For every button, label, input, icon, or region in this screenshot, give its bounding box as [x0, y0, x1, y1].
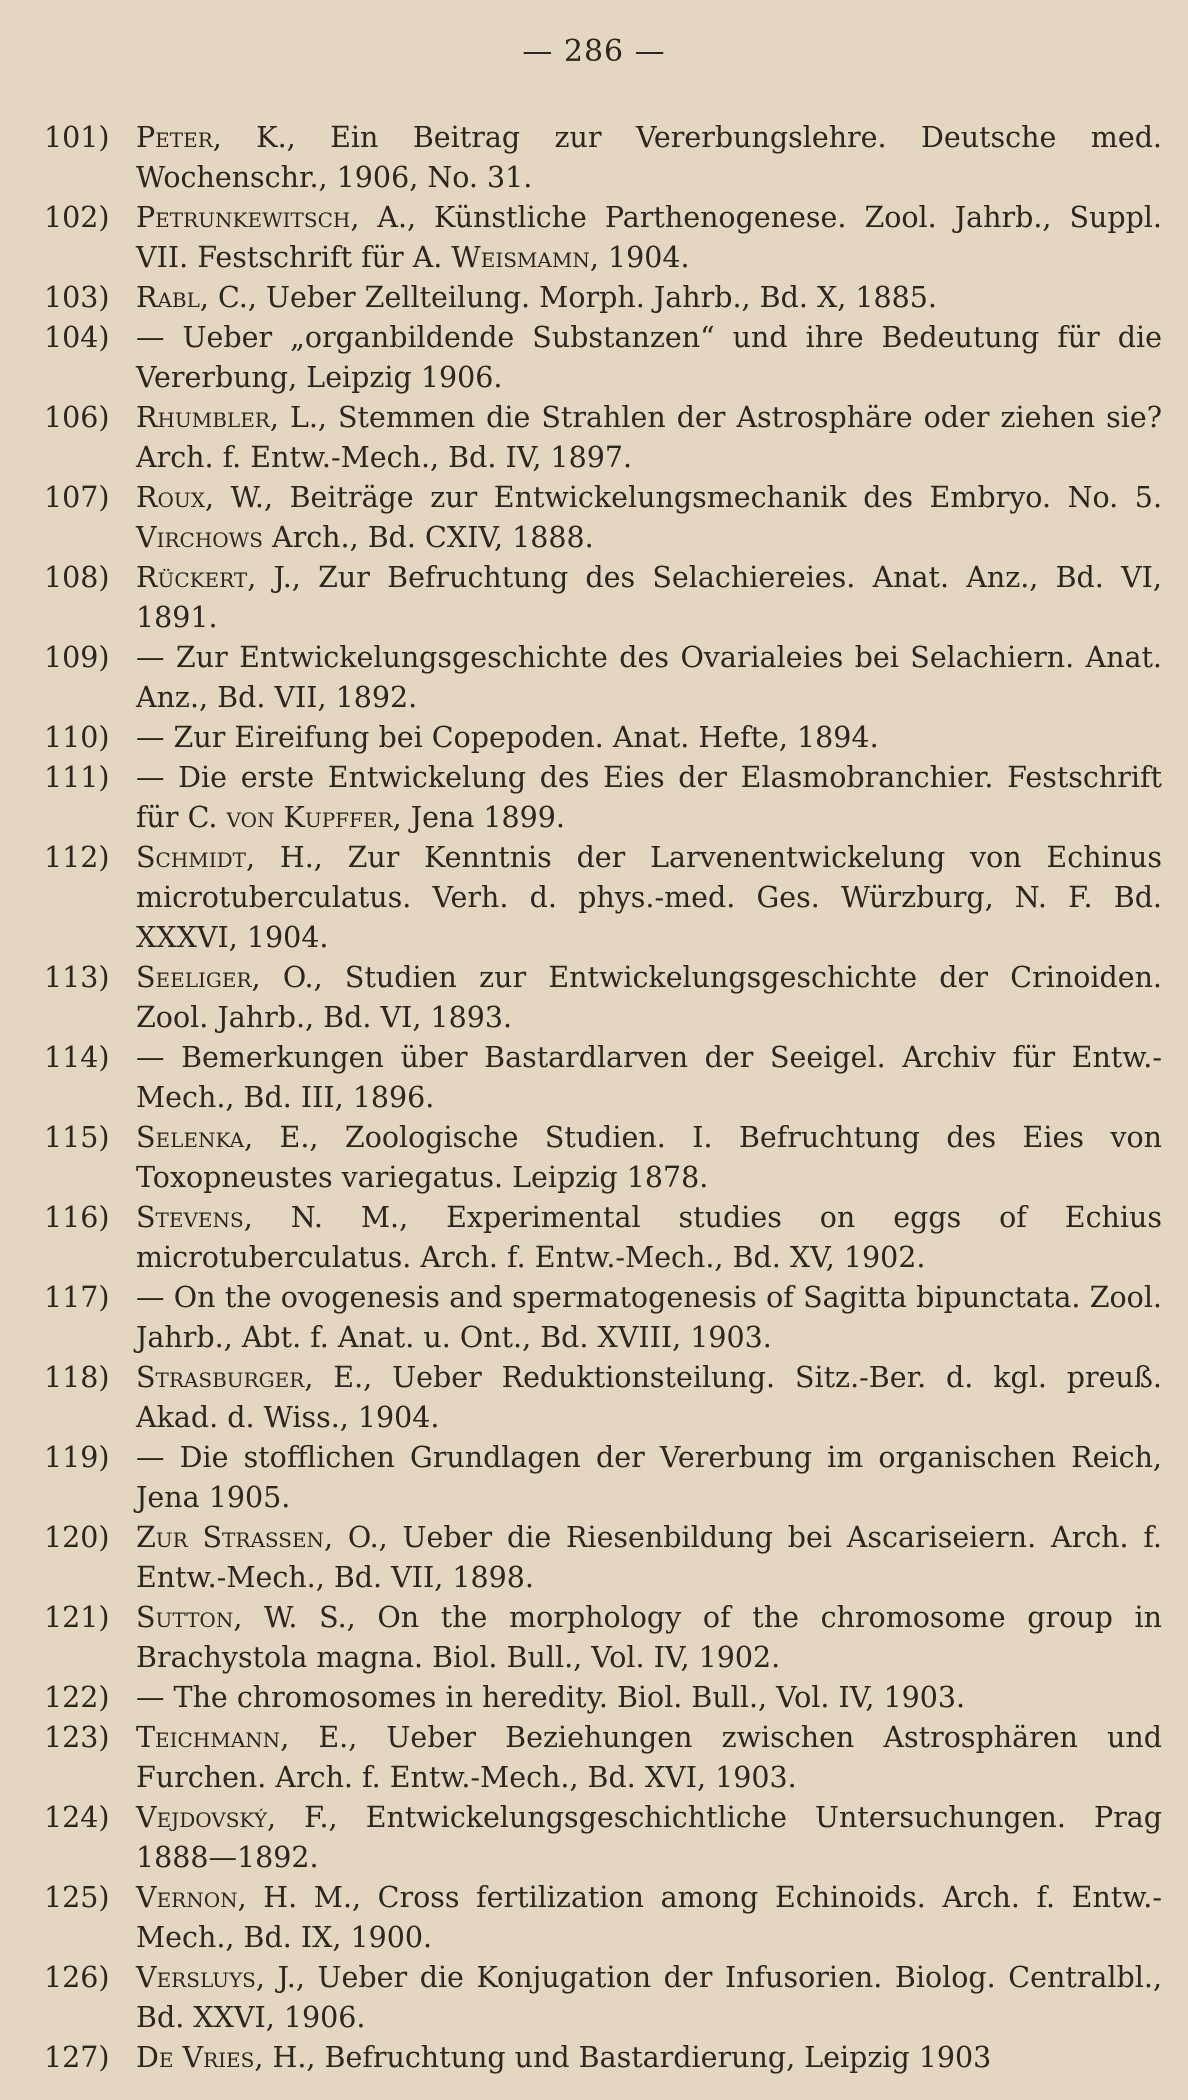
- reference-details: , Jena 1899.: [392, 801, 565, 834]
- reference-details: , H. M., Cross fertilization among Echinoids. Arch. f. Entw.-Mech., Bd. IX, 1900.: [136, 1881, 1162, 1954]
- reference-entry: [44, 958, 1166, 1038]
- reference-details: , J., Ueber die Konjugation der Infusorien. Biolog. Centralbl., Bd. XXVI, 1906.: [136, 1961, 1162, 2034]
- reference-details: — Zur Entwickelungsgeschichte des Ovarialeies bei Selachiern. Anat. Anz., Bd. VII, 1892.: [136, 641, 1162, 714]
- reference-author: Vejdovský: [136, 1801, 268, 1834]
- reference-details: , E., Ueber Beziehungen zwischen Astrosphären und Furchen. Arch. f. Entw.-Mech., Bd. XVI, 1903.: [136, 1721, 1162, 1794]
- reference-author: Versluys: [136, 1961, 256, 1994]
- reference-details: , O., Studien zur Entwickelungsgeschichte der Crinoiden. Zool. Jahrb., Bd. VI, 1893.: [136, 961, 1162, 1034]
- reference-number: 104): [44, 321, 110, 354]
- reference-number: 117): [44, 1281, 110, 1314]
- reference-text: [136, 1718, 1166, 1798]
- reference-number: 101): [44, 121, 110, 154]
- reference-entry: [44, 1038, 1166, 1118]
- reference-author: Teichmann: [136, 1721, 281, 1754]
- reference-author: Roux: [136, 481, 205, 514]
- reference-entry: [44, 838, 1166, 958]
- reference-number: 110): [44, 721, 110, 754]
- reference-details: , E., Zoologische Studien. I. Befruchtung des Eies von Toxopneustes variegatus. Leipzig 1878.: [136, 1121, 1162, 1194]
- reference-number: 102): [44, 201, 110, 234]
- reference-entry: [44, 1358, 1166, 1438]
- reference-number: 121): [44, 1601, 110, 1634]
- reference-entry: [44, 638, 1166, 718]
- reference-text: [136, 1038, 1166, 1118]
- reference-author: Strasburger: [136, 1361, 305, 1394]
- reference-details: — Die erste Entwickelung des Eies der Elasmobranchier. Festschrift für C.: [136, 761, 1162, 834]
- reference-author: von Kupffer: [226, 801, 393, 834]
- reference-number: 124): [44, 1801, 110, 1834]
- reference-text: [136, 1878, 1166, 1958]
- reference-text: [136, 278, 1166, 318]
- reference-number: 107): [44, 481, 110, 514]
- reference-details: — Zur Eireifung bei Copepoden. Anat. Hefte, 1894.: [136, 721, 879, 754]
- reference-details: , W., Beiträge zur Entwickelungsmechanik des Embryo. No. 5.: [204, 481, 1162, 514]
- reference-details: , O., Ueber die Riesenbildung bei Ascariseiern. Arch. f. Entw.-Mech., Bd. VII, 1898.: [136, 1521, 1162, 1594]
- reference-text: [136, 2038, 1166, 2078]
- reference-author: Rückert: [136, 561, 248, 594]
- reference-details: , K., Ein Beitrag zur Vererbungslehre. Deutsche med. Wochenschr., 1906, No. 31.: [136, 121, 1162, 194]
- reference-text: [136, 718, 1166, 758]
- reference-entry: [44, 478, 1166, 558]
- reference-text: [136, 1438, 1166, 1518]
- reference-author: Rhumbler: [136, 401, 270, 434]
- reference-author: Zur Strassen: [136, 1521, 325, 1554]
- reference-author: Peter: [136, 121, 213, 154]
- reference-entry: [44, 1118, 1166, 1198]
- reference-details: , C., Ueber Zellteilung. Morph. Jahrb., Bd. X, 1885.: [199, 281, 937, 314]
- reference-number: 127): [44, 2041, 110, 2074]
- reference-text: [136, 1598, 1166, 1678]
- reference-text: [136, 1798, 1166, 1878]
- reference-number: 114): [44, 1041, 110, 1074]
- reference-entry: [44, 1198, 1166, 1278]
- reference-text: [136, 758, 1166, 838]
- reference-author: Stevens: [136, 1201, 244, 1234]
- reference-details: — On the ovogenesis and spermatogenesis of Sagitta bipunctata. Zool. Jahrb., Abt. f. Anat. u. Ont., Bd. XVIII, 1903.: [136, 1281, 1162, 1354]
- reference-number: 112): [44, 841, 110, 874]
- reference-text: [136, 318, 1166, 398]
- reference-number: 116): [44, 1201, 110, 1234]
- reference-number: 125): [44, 1881, 110, 1914]
- reference-details: — Die stofflichen Grundlagen der Vererbung im organischen Reich, Jena 1905.: [136, 1441, 1162, 1514]
- reference-number: 109): [44, 641, 110, 674]
- reference-details: , J., Zur Befruchtung des Selachiereies. Anat. Anz., Bd. VI, 1891.: [136, 561, 1162, 634]
- reference-number: 118): [44, 1361, 110, 1394]
- reference-details: , H., Zur Kenntnis der Larvenentwickelung von Echinus microtuberculatus. Verh. d. phys.-med. Ges. Würzburg, N. F. Bd. XXXVI, 1904.: [136, 841, 1162, 954]
- reference-number: 113): [44, 961, 110, 994]
- reference-entry: [44, 1798, 1166, 1878]
- reference-details: , A., Künstliche Parthenogenese. Zool. Jahrb., Suppl. VII. Festschrift für A.: [136, 201, 1162, 274]
- reference-entry: [44, 1438, 1166, 1518]
- reference-number: 111): [44, 761, 110, 794]
- reference-text: [136, 1358, 1166, 1438]
- reference-number: 119): [44, 1441, 110, 1474]
- reference-details: , F., Entwickelungsgeschichtliche Untersuchungen. Prag 1888—1892.: [136, 1801, 1162, 1874]
- reference-entry: [44, 1718, 1166, 1798]
- reference-text: [136, 558, 1166, 638]
- reference-details: , H., Befruchtung und Bastardierung, Leipzig 1903: [254, 2041, 992, 2074]
- reference-entry: [44, 318, 1166, 398]
- reference-text: [136, 478, 1166, 558]
- reference-number: 103): [44, 281, 110, 314]
- reference-details: — Bemerkungen über Bastardlarven der Seeigel. Archiv für Entw.-Mech., Bd. III, 1896.: [136, 1041, 1162, 1114]
- reference-entry: [44, 1878, 1166, 1958]
- reference-details: , N. M., Experimental studies on eggs of Echius microtuberculatus. Arch. f. Entw.-Mech., Bd. XV, 1902.: [136, 1201, 1162, 1274]
- reference-number: 115): [44, 1121, 110, 1154]
- reference-number: 126): [44, 1961, 110, 1994]
- reference-author: Weismamn: [451, 241, 590, 274]
- reference-text: [136, 638, 1166, 718]
- reference-author: Sutton: [136, 1601, 234, 1634]
- reference-text: [136, 118, 1166, 198]
- reference-text: [136, 398, 1166, 478]
- page-number: — 286 —: [522, 34, 666, 69]
- reference-text: [136, 1958, 1166, 2038]
- reference-text: [136, 1678, 1166, 1718]
- reference-text: [136, 1198, 1166, 1278]
- reference-text: [136, 958, 1166, 1038]
- reference-author: Schmidt: [136, 841, 247, 874]
- reference-details: , E., Ueber Reduktionsteilung. Sitz.-Ber. d. kgl. preuß. Akad. d. Wiss., 1904.: [136, 1361, 1162, 1434]
- reference-details: , W. S., On the morphology of the chromosome group in Brachystola magna. Biol. Bull., Vol. IV, 1902.: [136, 1601, 1162, 1674]
- reference-number: 122): [44, 1681, 110, 1714]
- reference-entry: [44, 1678, 1166, 1718]
- reference-text: [136, 1278, 1166, 1358]
- reference-list: [44, 118, 1166, 2078]
- reference-author: De Vries: [136, 2041, 255, 2074]
- reference-author: Seeliger: [136, 961, 252, 994]
- reference-details: — Ueber „organbildende Substanzen“ und ihre Bedeutung für die Vererbung, Leipzig 1906.: [136, 321, 1162, 394]
- reference-number: 120): [44, 1521, 110, 1554]
- reference-entry: [44, 558, 1166, 638]
- reference-entry: [44, 718, 1166, 758]
- reference-entry: [44, 398, 1166, 478]
- reference-details: — The chromosomes in heredity. Biol. Bull., Vol. IV, 1903.: [136, 1681, 966, 1714]
- reference-details: , L., Stemmen die Strahlen der Astrosphäre oder ziehen sie? Arch. f. Entw.-Mech., Bd. IV, 1897.: [136, 401, 1162, 474]
- reference-entry: [44, 1598, 1166, 1678]
- reference-author: Selenka: [136, 1121, 245, 1154]
- reference-author: Petrunkewitsch: [136, 201, 351, 234]
- reference-details: , 1904.: [589, 241, 690, 274]
- reference-details: Arch., Bd. CXIV, 1888.: [262, 521, 594, 554]
- reference-entry: [44, 1278, 1166, 1358]
- reference-entry: [44, 118, 1166, 198]
- reference-number: 123): [44, 1721, 110, 1754]
- reference-author: Virchows: [136, 521, 263, 554]
- reference-entry: [44, 278, 1166, 318]
- reference-number: 106): [44, 401, 110, 434]
- reference-text: [136, 1518, 1166, 1598]
- reference-entry: [44, 758, 1166, 838]
- reference-text: [136, 1118, 1166, 1198]
- reference-entry: [44, 1518, 1166, 1598]
- reference-text: [136, 198, 1166, 278]
- reference-entry: [44, 2038, 1166, 2078]
- reference-entry: [44, 198, 1166, 278]
- reference-author: Vernon: [136, 1881, 238, 1914]
- reference-entry: [44, 1958, 1166, 2038]
- reference-text: [136, 838, 1166, 958]
- reference-number: 108): [44, 561, 110, 594]
- reference-author: Rabl: [136, 281, 200, 314]
